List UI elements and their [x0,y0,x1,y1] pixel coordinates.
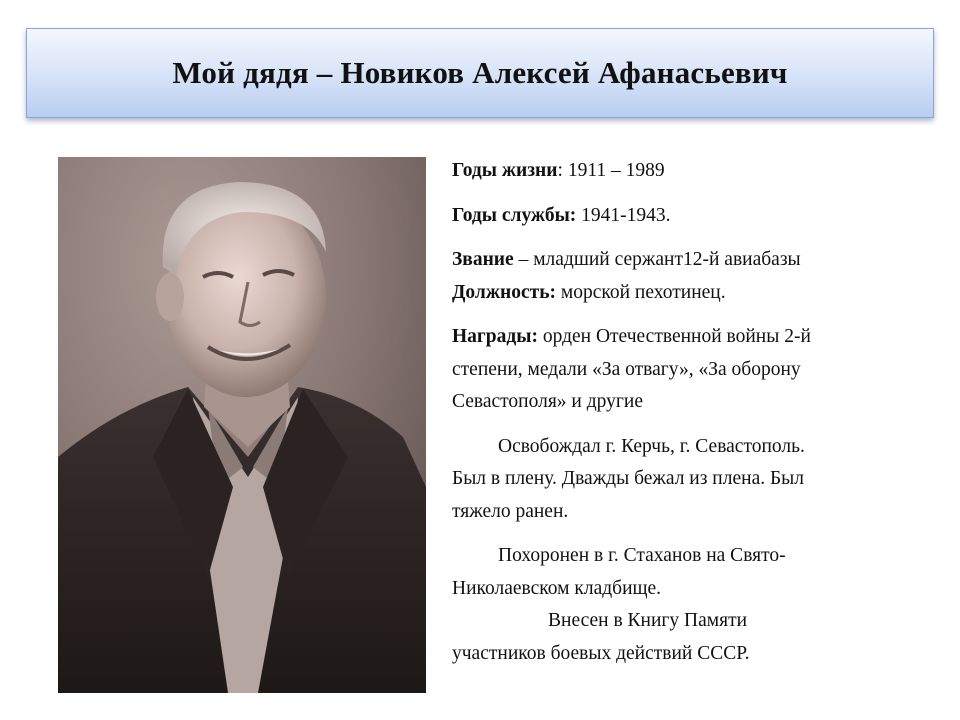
info-panel [452,155,922,682]
liberation-line-3: тяжело ранен. [452,500,569,522]
position-label: Должность: [452,281,557,303]
rank-label: Звание [452,249,514,270]
years-of-service [452,200,922,233]
portrait-illustration [58,157,426,693]
years-of-life [452,155,922,188]
years-of-service-value: 1941-1943. [576,204,671,226]
awards [452,321,922,419]
awards-line-3: Севастополя» и другие [452,391,643,412]
awards-label: Награды: [452,326,538,347]
memory-book-line-2: участников боевых действий СССР. [452,642,750,664]
burial-line-1: Похоронен в г. Стаханов на Свято- [498,545,786,566]
liberation-line-1: Освобождал г. Керчь, г. Севастополь. [498,435,805,457]
page-title: Мой дядя – Новиков Алексей Афанасьевич [172,55,788,90]
liberation-line-2: Был в плену. Дважды бежал из плена. Был [452,468,804,489]
title-banner [26,28,934,118]
burial-line-2: Николаевском кладбище. [452,577,662,599]
years-of-life-label: Годы жизни [452,160,558,181]
awards-line-1: орден Отечественной войны 2-й [537,326,811,347]
rank-value: – младший сержант12-й авиабазы [513,249,801,270]
position-value: морской пехотинец. [556,281,726,303]
liberation-paragraph [452,431,922,529]
portrait-photo [58,157,426,693]
years-of-service-label: Годы службы: [452,204,577,226]
burial-paragraph [452,540,922,605]
years-of-life-value: : 1911 – 1989 [557,160,665,181]
awards-line-2: степени, медали «За отвагу», «За оборону [452,358,801,380]
rank [452,244,922,277]
position [452,277,922,310]
memory-book-line-1: Внесен в Книгу Памяти [548,610,748,631]
memory-book-paragraph [452,605,922,670]
